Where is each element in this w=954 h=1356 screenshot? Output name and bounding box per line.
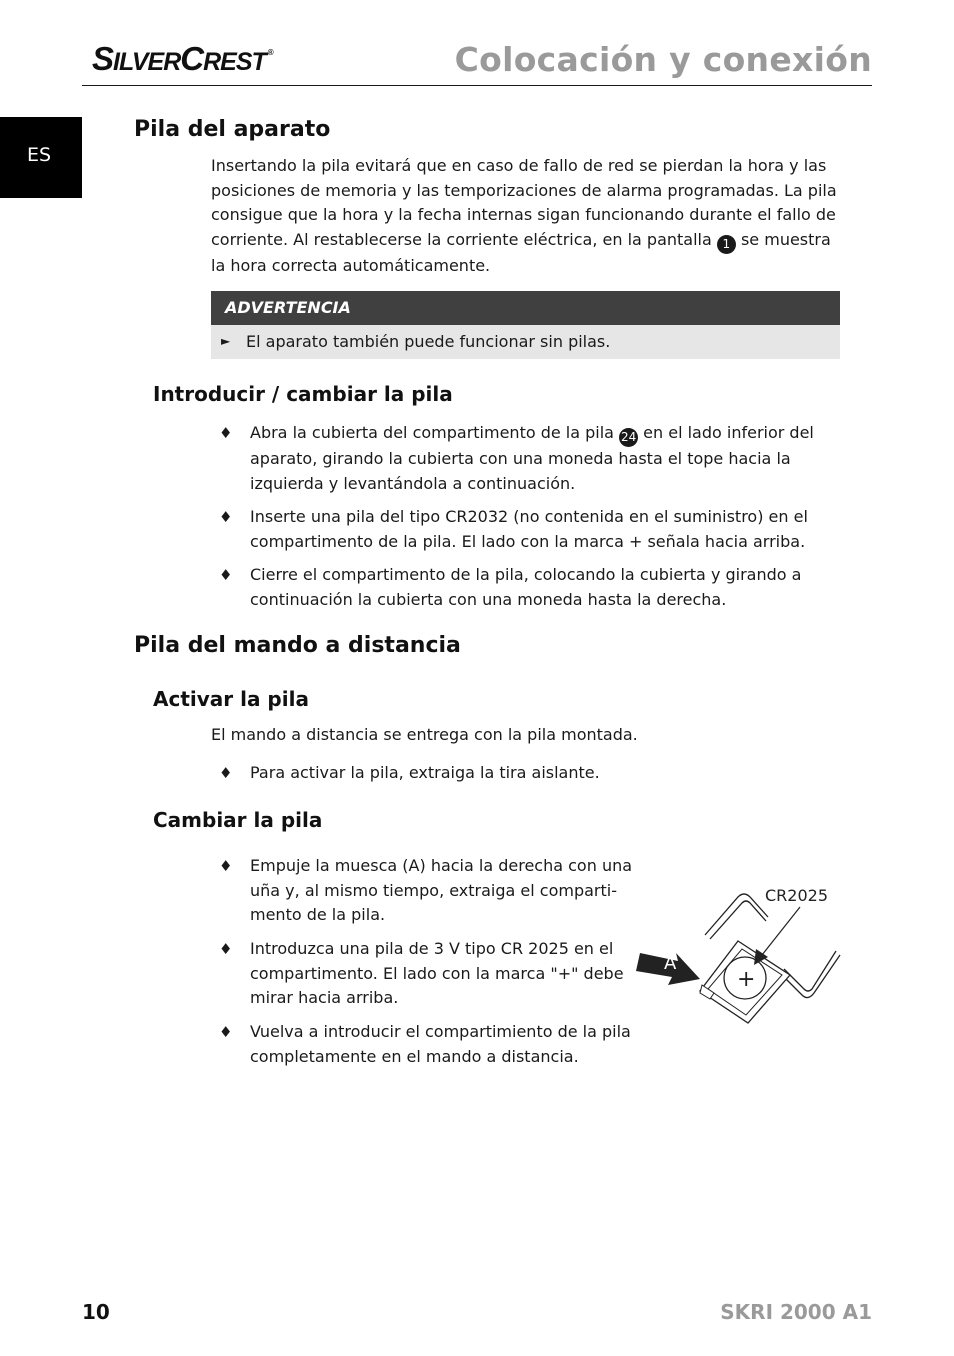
list-item: Empuje la muesca (A) hacia la derecha con una uña y, al mismo tiempo, extraiga el comparti- mento de la pila.: [250, 856, 633, 924]
page-title: Colocación y conexión: [454, 40, 872, 79]
battery-compartment-illustration: [630, 875, 845, 1035]
diamond-bullet-icon: ♦: [219, 508, 233, 526]
plus-sign: +: [737, 967, 756, 992]
diamond-bullet-icon: ♦: [219, 1023, 233, 1041]
language-tab: [0, 117, 82, 198]
warning-header: [211, 291, 840, 325]
activar-text: El mando a distancia se entrega con la pila montada.: [211, 725, 638, 744]
diamond-bullet-icon: ♦: [219, 566, 233, 584]
header-divider: [82, 85, 872, 86]
warning-title: ADVERTENCIA: [225, 298, 351, 317]
remote-outline: [705, 894, 768, 935]
diamond-bullet-icon: ♦: [219, 424, 233, 442]
list-item: Para activar la pila, extraiga la tira aislante.: [250, 763, 600, 782]
arrow-right-icon: ►: [221, 334, 231, 348]
heading-pila-aparato: Pila del aparato: [134, 117, 331, 142]
list-item: Cierre el compartimento de la pila, colocando la cubierta y girando a continuación la cubierta con una moneda hasta la derecha.: [250, 565, 802, 609]
ref-number-24: 24: [619, 428, 638, 447]
notch-label: A: [664, 953, 677, 974]
battery-type-label: CR2025: [765, 886, 829, 905]
language-tab-label: ES: [27, 144, 52, 166]
list-item: Inserte una pila del tipo CR2032 (no contenida en el suministro) en el compartimento de la pila. El lado con la marca + señala hacia arriba.: [250, 507, 808, 551]
list-item: Introduzca una pila de 3 V tipo CR 2025 en el compartimento. El lado con la marca "+" debe mirar hacia arriba.: [250, 939, 624, 1007]
ref-number-1: 1: [717, 235, 736, 254]
heading-pila-mando: Pila del mando a distancia: [134, 633, 461, 658]
diamond-bullet-icon: ♦: [219, 857, 233, 875]
heading-introducir: Introducir / cambiar la pila: [153, 382, 453, 406]
diamond-bullet-icon: ♦: [219, 940, 233, 958]
list-item: Vuelva a introducir el compartimiento de la pila completamente en el mando a distancia.: [250, 1022, 631, 1066]
warning-box: [211, 325, 840, 359]
warning-text: El aparato también puede funcionar sin pilas.: [246, 332, 611, 351]
brand-logo: SILVERCREST ®: [92, 40, 273, 77]
heading-activar: Activar la pila: [153, 687, 309, 711]
heading-cambiar: Cambiar la pila: [153, 808, 323, 832]
list-item: Abra la cubierta del compartimento de la pila 24 en el lado inferior del aparato, girando la cubierta con una moneda hasta el tope hacia la izquierda y levantándola a continuación.: [250, 423, 814, 493]
pila-aparato-intro: Insertando la pila evitará que en caso de fallo de red se pierdan la hora y las posiciones de memoria y las temporizaciones de alarma programadas. La pila consigue que la hora y la fecha internas sigan funcionando durante el fallo de corriente. Al restablecerse la corriente eléctrica, en la pantalla 1 se muestra la hora correcta automáticamente.: [211, 156, 837, 275]
model-number: SKRI 2000 A1: [720, 1300, 872, 1324]
page-number: 10: [82, 1300, 110, 1324]
diamond-bullet-icon: ♦: [219, 764, 233, 782]
